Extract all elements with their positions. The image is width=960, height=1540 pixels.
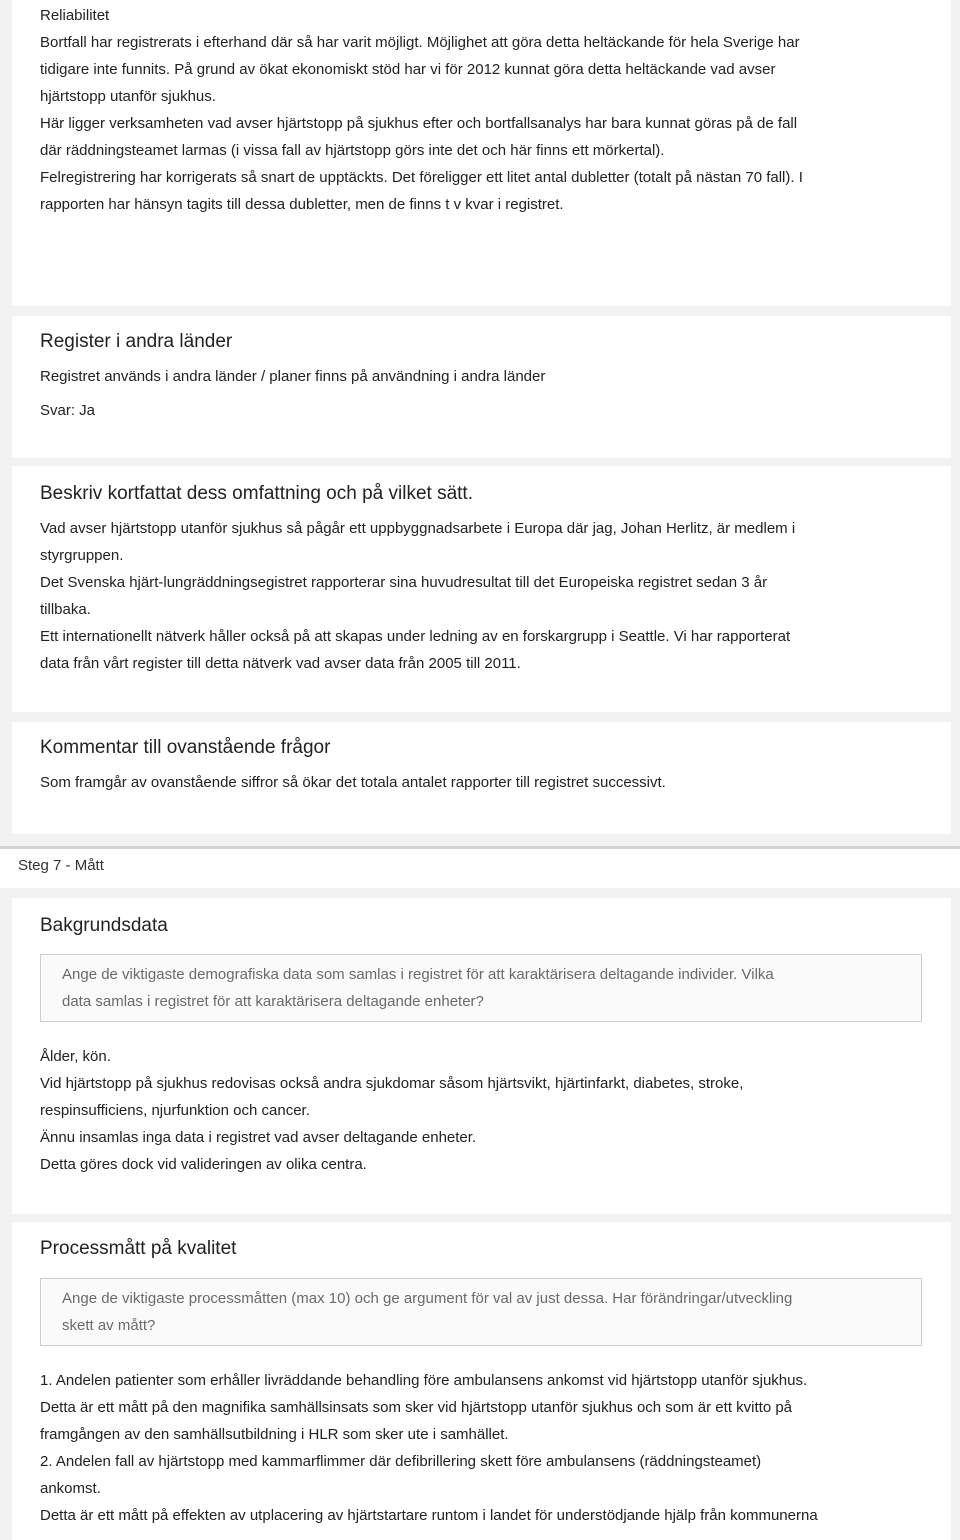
- section-title: Beskriv kortfattat dess omfattning och på vilket sätt.: [40, 483, 473, 504]
- text-line: rapporten har hänsyn tagits till dessa dubletter, men de finns t v kvar i registret.: [40, 196, 564, 213]
- other-countries-panel: [12, 316, 951, 458]
- text-line: Här ligger verksamheten vad avser hjärtstopp på sjukhus efter och bortfallsanalys har bara kunnat göras på de fall: [40, 115, 798, 132]
- text-line: framgången av den samhällsutbildning i HLR som sker ute i samhället.: [40, 1426, 509, 1443]
- section-title: Processmått på kvalitet: [40, 1238, 237, 1259]
- text-line: Vid hjärtstopp på sjukhus redovisas också andra sjukdomar såsom hjärtsvikt, hjärtinfarkt, diabetes, stroke,: [40, 1075, 744, 1092]
- comment-panel: [12, 722, 951, 834]
- describe-panel: [12, 466, 951, 712]
- text-line: 1. Andelen patienter som erhåller livräddande behandling före ambulansens ankomst vid hjärtstopp utanför sjukhus.: [40, 1372, 808, 1389]
- process-panel: [12, 1222, 951, 1540]
- reliability-text: [40, 29, 940, 218]
- text-line: tidigare inte funnits. På grund av ökat ekonomiskt stöd har vi för 2012 kunnat göra detta heltäckande vad avser: [40, 61, 776, 78]
- text-line: hjärtstopp utanför sjukhus.: [40, 88, 216, 105]
- text-line: tillbaka.: [40, 601, 91, 618]
- text-line: Bortfall har registrerats i efterhand där så har varit möjligt. Möjlighet att göra detta heltäckande för hela Sverige har: [40, 34, 800, 51]
- text-line: 2. Andelen fall av hjärtstopp med kammarflimmer där defibrillering skett före ambulansens (räddningsteamet): [40, 1453, 762, 1470]
- section-title: Bakgrundsdata: [40, 915, 168, 936]
- question-line: Ange de viktigaste processmåtten (max 10) och ge argument för val av just dessa. Har förändringar/utveckling: [62, 1290, 793, 1307]
- text-line: data från vårt register till detta nätverk vad avser data från 2005 till 2011.: [40, 655, 521, 672]
- question-line: skett av mått?: [62, 1317, 156, 1334]
- reliability-heading: Reliabilitet: [40, 7, 110, 24]
- text-line: Det Svenska hjärt-lungräddningsegistret rapporterar sina huvudresultat till det Europeiska registret sedan 3 år: [40, 574, 768, 591]
- step-label: Steg 7 - Mått: [18, 857, 104, 874]
- text-line: Felregistrering har korrigerats så snart de upptäckts. Det föreligger ett litet antal dubletter (totalt på nästan 70 fall). I: [40, 169, 803, 186]
- question-box: [40, 954, 922, 1022]
- text-line: Detta är ett mått på den magnifika samhällsinsats som sker vid hjärtstopp utanför sjukhus och som är ett kvitto på: [40, 1399, 793, 1416]
- text-line: Ännu insamlas inga data i registret vad avser deltagande enheter.: [40, 1129, 477, 1146]
- text-line: respinsufficiens, njurfunktion och cancer.: [40, 1102, 310, 1119]
- text-line: där räddningsteamet larmas (i vissa fall av hjärtstopp görs inte det och här finns ett mörkertal).: [40, 142, 665, 159]
- text-line: styrgruppen.: [40, 547, 124, 564]
- question-line: data samlas i registret för att karaktärisera deltagande enheter?: [62, 993, 484, 1010]
- background-panel: [12, 898, 951, 1214]
- text-line: ankomst.: [40, 1480, 101, 1497]
- section-title: Kommentar till ovanstående frågor: [40, 737, 331, 758]
- text-line: Ett internationellt nätverk håller också på att skapas under ledning av en forskargrupp i Seattle. Vi har rapporterat: [40, 628, 791, 645]
- text-line: Vad avser hjärtstopp utanför sjukhus så pågår ett uppbyggnadsarbete i Europa där jag, Johan Herlitz, är medlem i: [40, 520, 796, 537]
- step-header: [0, 846, 960, 888]
- process-answer: [40, 1367, 945, 1529]
- background-answer: [40, 1043, 940, 1178]
- question-box: [40, 1278, 922, 1346]
- section-title: Register i andra länder: [40, 331, 233, 352]
- question-line: Ange de viktigaste demografiska data som samlas i registret för att karaktärisera deltagande individer. Vilka: [62, 966, 774, 983]
- text-line: Detta är ett mått på effekten av utplacering av hjärtstartare runtom i landet för understödjande hjälp från kommunerna: [40, 1507, 818, 1524]
- answer-text: Svar: Ja: [40, 402, 96, 419]
- describe-text: [40, 515, 940, 677]
- text-line: Ålder, kön.: [40, 1048, 111, 1065]
- text-line: Detta göres dock vid valideringen av olika centra.: [40, 1156, 367, 1173]
- reliability-panel: [12, 0, 951, 306]
- question-text: Registret används i andra länder / planer finns på användning i andra länder: [40, 368, 546, 385]
- comment-text: Som framgår av ovanstående siffror så ökar det totala antalet rapporter till registret successivt.: [40, 774, 666, 791]
